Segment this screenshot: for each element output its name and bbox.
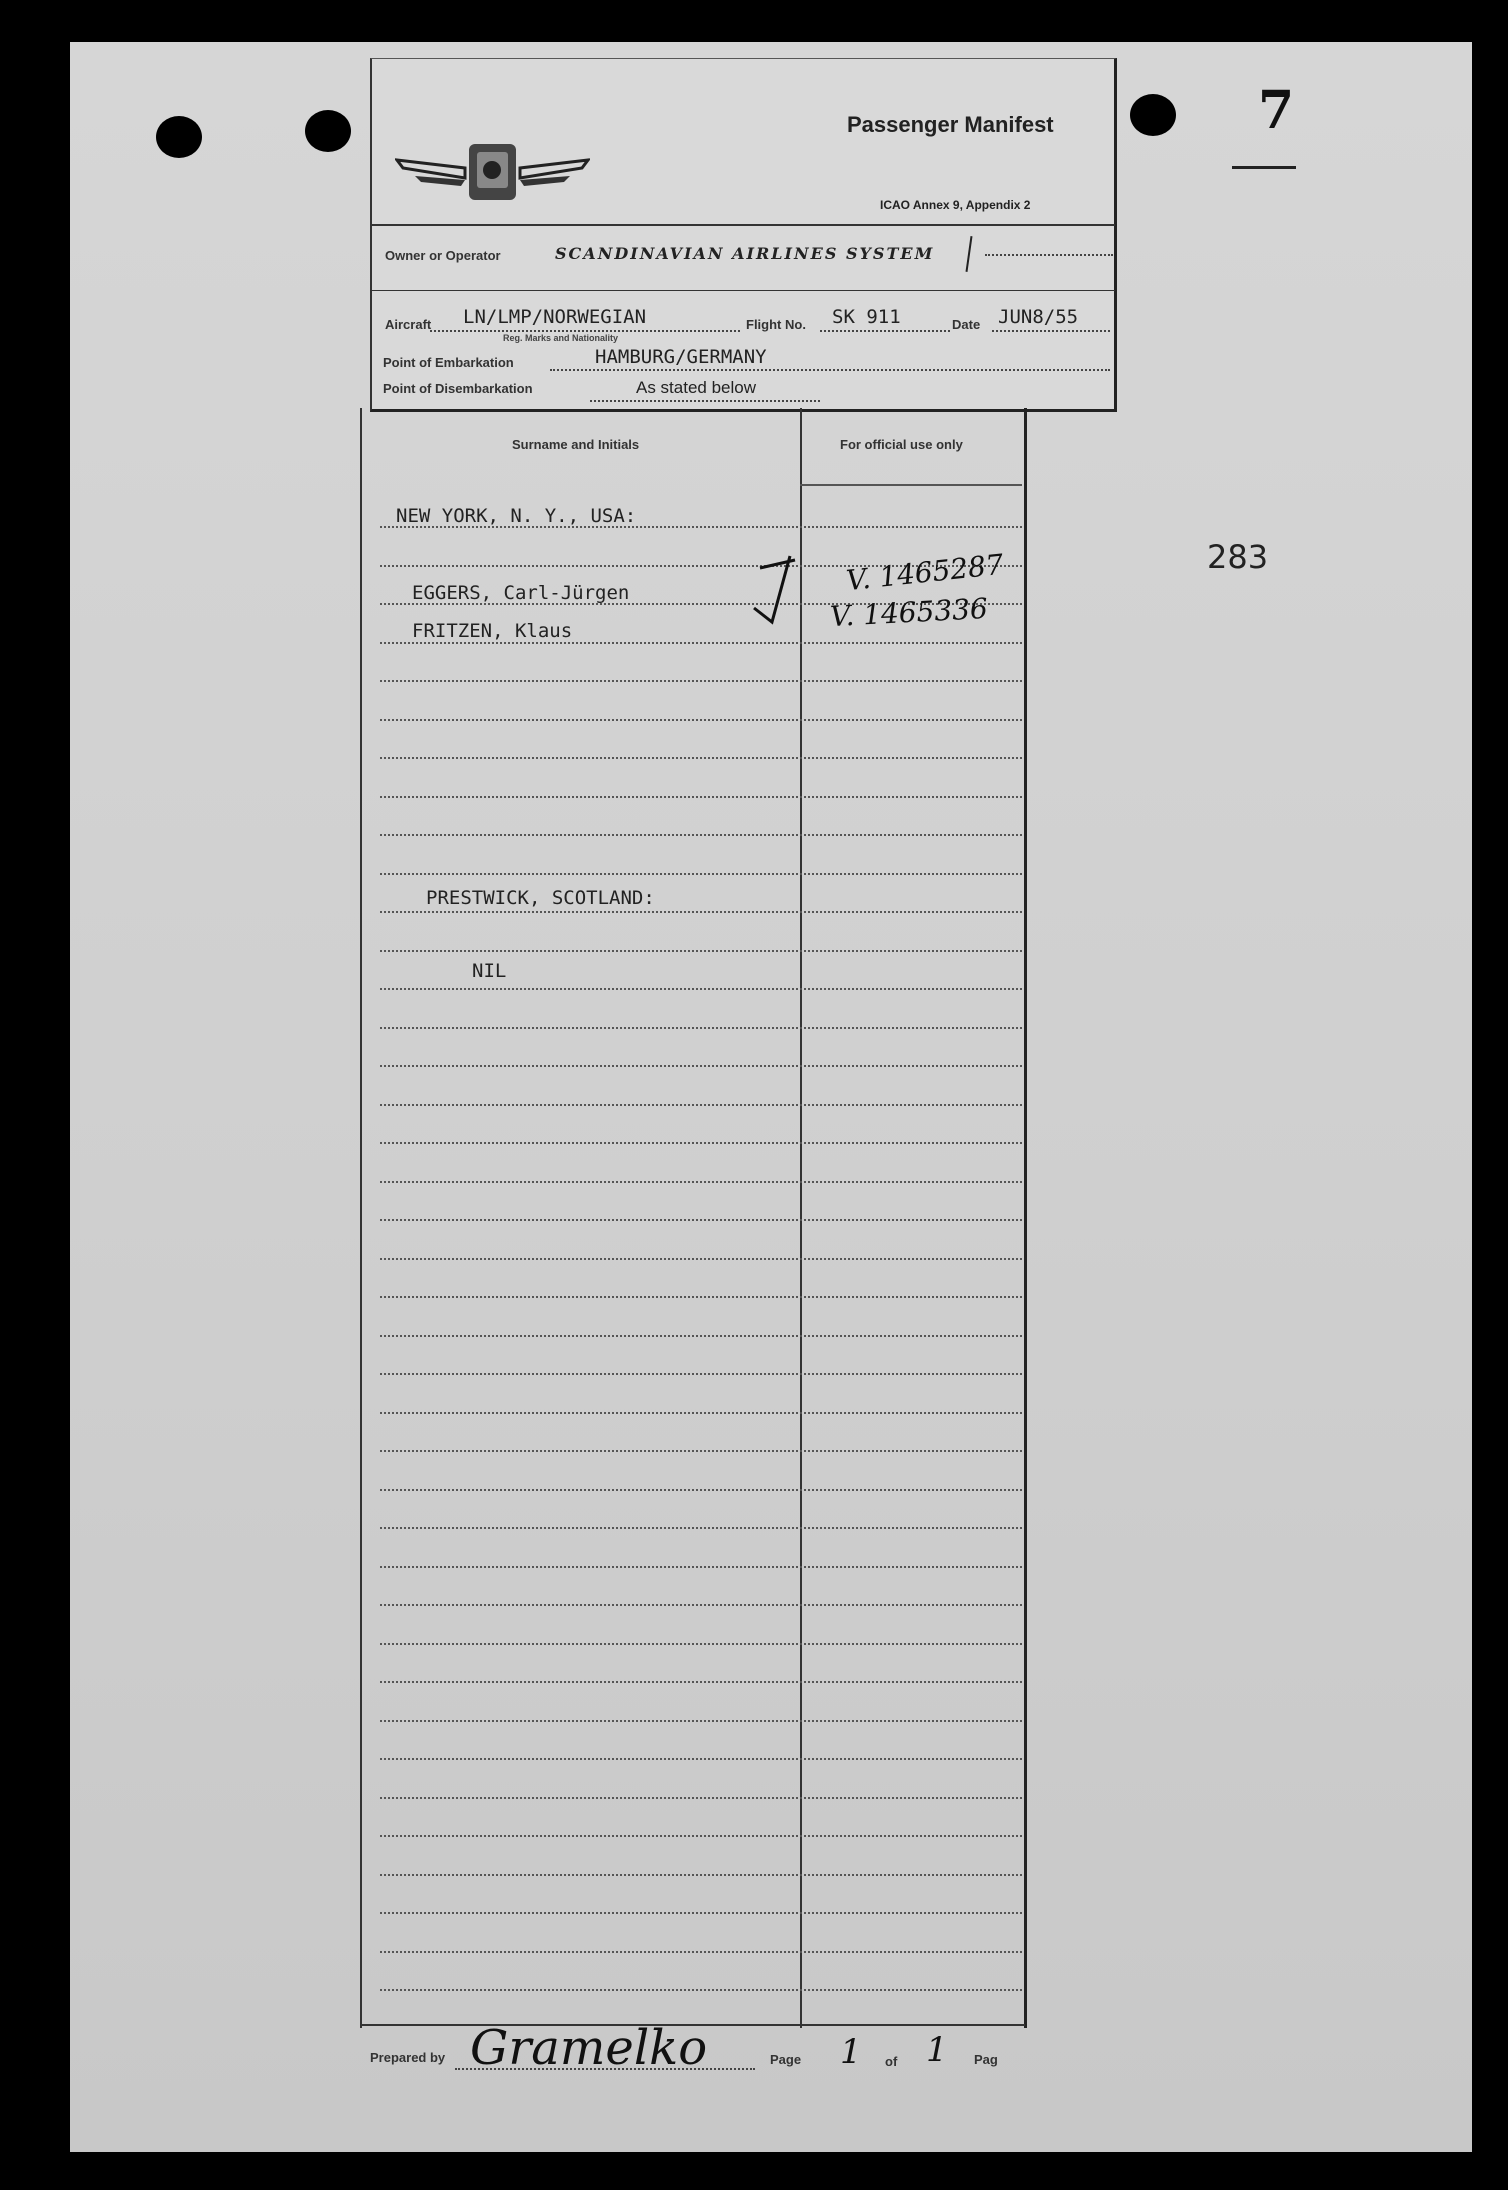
disembark-underline — [590, 400, 820, 402]
table-rule — [380, 1450, 1022, 1452]
airline-logo — [395, 138, 590, 208]
embark-value: HAMBURG/GERMANY — [595, 346, 767, 368]
table-rule — [380, 1373, 1022, 1375]
table-rule — [380, 1566, 1022, 1568]
table-rule — [380, 1835, 1022, 1837]
table-entry: NEW YORK, N. Y., USA: — [396, 505, 637, 527]
owner-value: SCANDINAVIAN AIRLINES SYSTEM — [555, 244, 935, 263]
table-rule — [380, 834, 1022, 836]
punch-hole-left-1 — [156, 116, 202, 158]
table-rule — [380, 1296, 1022, 1298]
aircraft-underline — [430, 330, 740, 332]
corner-mark: 7 — [1258, 80, 1295, 141]
table-rule — [380, 1643, 1022, 1645]
table-rule — [380, 950, 1022, 952]
table-rule — [380, 1027, 1022, 1029]
owner-line-right — [985, 254, 1113, 256]
page-number: 1 — [840, 2032, 862, 2072]
table-rule — [380, 1604, 1022, 1606]
aircraft-label: Aircraft — [385, 317, 432, 332]
official-mark: V. 1465336 — [829, 591, 989, 634]
table-rule — [380, 1912, 1022, 1914]
flight-underline — [820, 330, 950, 332]
punch-hole-right — [1130, 94, 1176, 136]
table-rule — [380, 873, 1022, 875]
table-rule — [380, 988, 1022, 990]
date-label: Date — [952, 317, 981, 332]
table-rule — [380, 1951, 1022, 1953]
disembark-value: As stated below — [636, 378, 757, 397]
table-rule — [380, 1989, 1022, 1991]
official-mark: V. 1465287 — [844, 547, 1006, 598]
table-rule — [380, 1258, 1022, 1260]
page-label: Page — [770, 2052, 802, 2067]
passenger-table — [360, 408, 1027, 2028]
table-entry: FRITZEN, Klaus — [412, 620, 573, 642]
form-title: Passenger Manifest — [847, 112, 1054, 137]
table-rule — [380, 796, 1022, 798]
owner-label: Owner or Operator — [385, 248, 501, 263]
prepared-underline — [455, 2068, 755, 2070]
table-rule — [380, 642, 1022, 644]
table-rule — [380, 911, 1022, 913]
page-stamp-number: 283 — [1207, 538, 1269, 576]
flight-label: Flight No. — [746, 317, 806, 332]
embark-label: Point of Embarkation — [383, 355, 514, 370]
table-header-rule — [800, 484, 1022, 486]
col-name-header: Surname and Initials — [512, 437, 640, 452]
table-column-divider — [800, 408, 802, 2028]
table-rule — [380, 1874, 1022, 1876]
page-suffix: Pag — [974, 2052, 998, 2067]
table-entry: NIL — [472, 960, 507, 982]
table-rule — [380, 1797, 1022, 1799]
flight-value: SK 911 — [832, 306, 901, 328]
header-divider-1 — [370, 224, 1115, 226]
table-rule — [380, 1412, 1022, 1414]
aircraft-sublabel: Reg. Marks and Nationality — [503, 333, 619, 343]
embark-underline — [550, 369, 1110, 371]
page-total: 1 — [926, 2030, 948, 2070]
table-entry: PRESTWICK, SCOTLAND: — [426, 887, 655, 909]
table-rule — [380, 1681, 1022, 1683]
date-underline — [992, 330, 1110, 332]
owner-divider — [370, 290, 1115, 291]
corner-mark-underline — [1232, 166, 1296, 169]
table-rule — [380, 1758, 1022, 1760]
table-rule — [380, 1335, 1022, 1337]
table-rule — [380, 1489, 1022, 1491]
col-official-header: For official use only — [840, 437, 963, 452]
table-rule — [380, 1181, 1022, 1183]
table-rule — [380, 1065, 1022, 1067]
disembark-label: Point of Disembarkation — [383, 381, 533, 396]
table-rule — [380, 757, 1022, 759]
punch-hole-left-2 — [305, 110, 351, 152]
table-rule — [380, 1219, 1022, 1221]
table-rule — [380, 680, 1022, 682]
date-value: JUN8/55 — [998, 306, 1079, 328]
form-subtitle: ICAO Annex 9, Appendix 2 — [880, 198, 1031, 212]
table-rule — [380, 1527, 1022, 1529]
table-rule — [380, 1104, 1022, 1106]
of-label: of — [885, 2054, 898, 2069]
table-entry: EGGERS, Carl-Jürgen — [412, 582, 630, 604]
prepared-label: Prepared by — [370, 2050, 446, 2065]
prepared-signature: Gramelko — [470, 2020, 708, 2076]
aircraft-value: LN/LMP/NORWEGIAN — [463, 306, 647, 328]
check-mark — [750, 548, 810, 628]
table-rule — [380, 719, 1022, 721]
table-rule — [380, 1720, 1022, 1722]
table-rule — [380, 1142, 1022, 1144]
